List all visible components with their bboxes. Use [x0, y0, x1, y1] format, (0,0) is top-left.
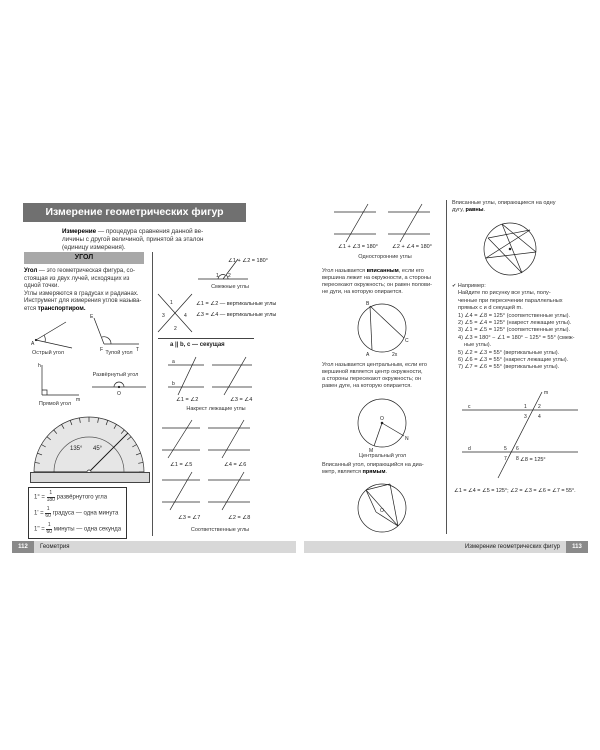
instrument-line1: Инструмент для измерения углов называ-	[24, 298, 142, 305]
right-page-number: 113	[566, 541, 588, 553]
units-row2-num: 1	[46, 506, 50, 512]
diameter-line1: Вписанный угол, опирающийся на диа-	[322, 462, 424, 468]
straight-caption: Развёрнутый угол	[92, 372, 139, 378]
section-title-box	[24, 252, 144, 264]
central-side-1	[374, 423, 382, 446]
acute-caption: Острый угол	[32, 350, 64, 356]
obtuse-ray-1	[94, 318, 104, 344]
angle-def-line2: стоящая из двух лучей, исходящих из	[24, 275, 130, 282]
inscribed-line4: не дуги, на которую опирается.	[322, 289, 403, 295]
inscribed-definition	[322, 268, 442, 296]
one-sided-angles-figure	[330, 204, 440, 244]
inscribed-circle	[358, 304, 406, 352]
central-line4: равен дуге, на которую опирается.	[322, 383, 412, 389]
adjacent-l1: 1	[216, 273, 219, 279]
central-center	[381, 422, 383, 424]
measurement-term: Измерение	[62, 228, 97, 235]
units-row1-text: развёрнутого угла	[56, 494, 108, 501]
obtuse-label-f: F	[100, 347, 104, 353]
inscribed-line1-pre: Угол называется	[322, 268, 367, 274]
one-sided-formula-2: ∠2 + ∠4 = 180°	[392, 244, 432, 250]
units-row-1	[34, 491, 107, 503]
example-line3: прямых c и d секущей m.	[458, 305, 523, 312]
vertical-l3: 3	[162, 313, 165, 319]
inscribed-side-1	[370, 306, 372, 350]
example-title: Например:	[457, 283, 486, 289]
measurement-line3: (единицу измерения).	[62, 244, 126, 251]
units-row1-den: 180	[46, 496, 55, 503]
crosswise-angles-figure	[164, 355, 254, 399]
acute-arc	[44, 335, 45, 342]
one-sided-c-1	[346, 204, 368, 242]
angle-def-line3: одной точки.	[24, 283, 60, 290]
straight-label-o: O	[117, 391, 121, 397]
column-divider-right	[446, 200, 447, 534]
inscribed-label-c: C	[405, 338, 409, 344]
one-sided-c-2	[400, 204, 422, 242]
units-row3-num: 1	[47, 522, 51, 528]
adjacent-caption: Смежные углы	[211, 284, 249, 290]
inscribed-line3: пересекают окружность; он равен полови-	[322, 282, 432, 288]
instrument-line2: ется	[24, 305, 38, 312]
example-step-1: 1) ∠4 = ∠8 = 125° (соответственные углы).	[458, 312, 571, 319]
central-definition	[322, 362, 442, 390]
example-l4: 4	[538, 414, 541, 420]
obtuse-label-e: E	[90, 314, 94, 320]
example-line1: Найдите по рисунку все углы, полу-	[458, 290, 551, 297]
right-footer-text: Измерение геометрических фигур	[464, 544, 560, 550]
diameter-line2-pre: метр, является	[322, 469, 363, 475]
central-side-2	[382, 423, 404, 436]
equal-inscribed-figure	[478, 218, 542, 280]
acute-label: A	[31, 341, 35, 347]
units-row2-den: 60	[45, 512, 51, 519]
page-heading-bar	[23, 203, 246, 222]
example-label-d: d	[468, 446, 471, 452]
units-row3-den: 60	[46, 528, 53, 535]
inscribed-term: вписанным	[366, 268, 399, 274]
equal-inscribed-text	[452, 200, 580, 214]
measurement-line1: — процедура сравнения данной ве-	[96, 228, 204, 235]
diameter-chord-2	[390, 484, 398, 526]
divider-line	[158, 338, 254, 339]
diameter-angle-figure	[352, 478, 412, 538]
corresponding-angles-figure	[158, 418, 258, 530]
example-step-7: 7) ∠7 = ∠6 = 55° (вертикальные углы).	[458, 364, 560, 371]
crosswise-c-2	[224, 357, 246, 395]
corr-formula-3: ∠3 = ∠7	[178, 515, 201, 521]
example-step-4a: 4) ∠3 = 180° − ∠1 = 180° − 125° = 55° (смеж-	[458, 334, 575, 341]
acute-vertex	[35, 339, 37, 341]
corr-formula-4: ∠2 = ∠8	[228, 515, 251, 521]
example-check-icon: ✔	[452, 283, 457, 289]
diameter-chord-1	[366, 484, 390, 490]
adjacent-arc-1	[218, 275, 225, 279]
example-l8: 8	[516, 456, 519, 462]
inscribed-label-b: B	[366, 301, 370, 307]
central-label-m: M	[369, 448, 374, 454]
crosswise-caption: Накрест лежащие углы	[186, 406, 246, 412]
units-box	[28, 487, 127, 539]
central-label-n: N	[405, 436, 409, 442]
adjacent-l2: 2	[228, 273, 231, 279]
example-line2: ченные при пересечении параллельных	[458, 297, 563, 304]
example-result: ∠1 = ∠4 = ∠5 = 125°; ∠2 = ∠3 = ∠6 = ∠7 = 55°.	[454, 488, 576, 494]
units-row2-prefix: 1' =	[34, 510, 44, 517]
acute-ray-1	[36, 322, 66, 340]
straight-vertex	[118, 386, 120, 388]
example-given: ∠8 = 125°	[520, 457, 546, 463]
diameter-definition	[322, 462, 442, 476]
units-row-3	[34, 523, 121, 535]
measurement-line2: личины с другой величиной, принятой за эталон	[62, 236, 204, 243]
example-line-m	[498, 392, 542, 478]
diameter-chord-3	[366, 490, 376, 512]
angle-term: Угол	[24, 268, 38, 274]
diameter-line2-post: .	[385, 469, 388, 475]
right-footer-bar	[304, 541, 566, 553]
angle-definition	[24, 268, 152, 314]
inscribed-line2: вершина лежит на окружности, а стороны	[322, 275, 431, 281]
vertical-formula-1: ∠1 = ∠2 — вертикальные углы	[196, 301, 277, 307]
one-sided-caption: Односторонние углы	[358, 254, 412, 260]
units-row2-fraction	[45, 507, 51, 519]
acute-ray-2	[36, 340, 72, 348]
adjacent-formula: ∠1 + ∠2 = 180°	[228, 258, 268, 264]
example-step-2: 2) ∠5 = ∠4 = 125° (накрест лежащие углы).	[458, 320, 572, 327]
secant-note: a || b, c — секущая	[170, 342, 225, 348]
units-row-2	[34, 507, 118, 519]
example-label-c: c	[468, 404, 471, 410]
vertical-l1: 1	[170, 300, 173, 306]
corr-c-4	[222, 472, 244, 510]
eq-center	[509, 248, 511, 250]
example-l2: 2	[538, 404, 541, 410]
page-heading: Измерение геометрических фигур	[45, 206, 224, 218]
inscribed-label-2x: 2x	[392, 352, 398, 358]
measurement-definition	[62, 228, 242, 252]
right-label-m: m	[76, 397, 81, 403]
section-title: УГОЛ	[74, 254, 94, 261]
column-divider-left	[152, 252, 153, 536]
units-line: Углы измеряются в градусах и радианах.	[24, 290, 139, 297]
equal-inscribed-line2-pre: дугу,	[452, 207, 466, 213]
crosswise-label-b1: b	[172, 381, 175, 387]
central-angle-figure	[352, 393, 412, 453]
crosswise-formula-2: ∠3 = ∠4	[230, 397, 253, 403]
example-label-m: m	[544, 390, 549, 396]
units-row1-fraction	[47, 491, 55, 503]
central-line3: а стороны пересекают окружность; он	[322, 376, 422, 382]
inscribed-label-a: A	[366, 352, 370, 358]
corr-formula-1: ∠1 = ∠5	[170, 462, 193, 468]
left-footer-text: Геометрия	[40, 544, 70, 550]
central-line1: Угол называется центральным, если его	[322, 362, 427, 368]
eq-line-4	[502, 224, 536, 252]
right-straight-figures	[24, 363, 152, 405]
example-step-4b: ные углы).	[464, 342, 492, 349]
obtuse-label-t: T	[136, 347, 140, 353]
protractor-label-45: 45°	[93, 446, 103, 452]
units-row1-prefix: 1° =	[34, 494, 45, 501]
units-row2-text: градуса — одна минута	[52, 510, 119, 517]
crosswise-formula-1: ∠1 = ∠2	[176, 397, 199, 403]
crosswise-c-1	[178, 357, 196, 395]
central-line2: вершиной является центр окружности,	[322, 369, 423, 375]
equal-inscribed-line2-post: .	[483, 207, 486, 213]
example-step-3: 3) ∠1 = ∠5 = 125° (соответственные углы).	[458, 327, 571, 334]
equal-inscribed-line1: Вписанные углы, опирающиеся на одну	[452, 200, 556, 206]
right-label-h: h	[38, 363, 41, 369]
obtuse-caption: Тупой угол	[105, 350, 133, 356]
corr-c-2	[222, 420, 244, 458]
inscribed-angle-figure	[352, 298, 412, 358]
units-row3-text: минуты — одна секунда	[53, 526, 122, 533]
diameter-label-o: O	[380, 508, 384, 514]
vertical-angles-figure	[156, 290, 196, 336]
central-label-o: O	[380, 416, 384, 422]
inscribed-line1-post: , если его	[398, 268, 424, 274]
example-l5: 5	[504, 446, 507, 452]
example-l3: 3	[524, 414, 527, 420]
example-l7: 7	[504, 456, 507, 462]
ruler-strip	[30, 472, 150, 483]
vertical-l2: 2	[174, 326, 177, 332]
protractor-label-135: 135°	[70, 446, 83, 452]
left-footer-bar	[34, 541, 296, 553]
corr-c-1	[168, 420, 192, 458]
diameter-term: прямым	[362, 469, 386, 475]
one-sided-formula-1: ∠1 + ∠3 = 180°	[338, 244, 378, 250]
corr-c-3	[170, 472, 192, 510]
right-caption: Прямой угол	[38, 401, 72, 407]
example-block	[452, 283, 582, 372]
example-step-6: 6) ∠6 = ∠3 = 55° (накрест лежащие углы).	[458, 357, 569, 364]
example-l6: 6	[516, 446, 519, 452]
eq-line-3	[502, 224, 522, 273]
central-caption: Центральный угол	[358, 453, 407, 459]
right-angle-mark	[42, 390, 47, 395]
example-l1: 1	[524, 404, 527, 410]
corr-caption: Соответственные углы	[190, 527, 250, 533]
equal-inscribed-term: равны	[465, 207, 484, 213]
units-row3-fraction	[46, 523, 52, 535]
example-step-5: 5) ∠2 = ∠3 = 55° (вертикальные углы).	[458, 349, 560, 356]
units-row1-num: 1	[47, 491, 55, 498]
angle-def-line1: — это геометрическая фигура, со-	[37, 268, 135, 274]
example-figure	[458, 388, 582, 480]
vertical-l4: 4	[184, 313, 187, 319]
crosswise-label-a1: a	[172, 359, 175, 365]
vertical-formula-2: ∠3 = ∠4 — вертикальные углы	[196, 312, 277, 318]
left-page-number: 112	[12, 541, 34, 553]
corr-formula-2: ∠4 = ∠6	[224, 462, 247, 468]
protractor-body	[34, 417, 144, 472]
protractor-image	[30, 410, 148, 474]
instrument-term: транспортиром.	[37, 305, 86, 312]
units-row3-prefix: 1'' =	[34, 526, 45, 533]
